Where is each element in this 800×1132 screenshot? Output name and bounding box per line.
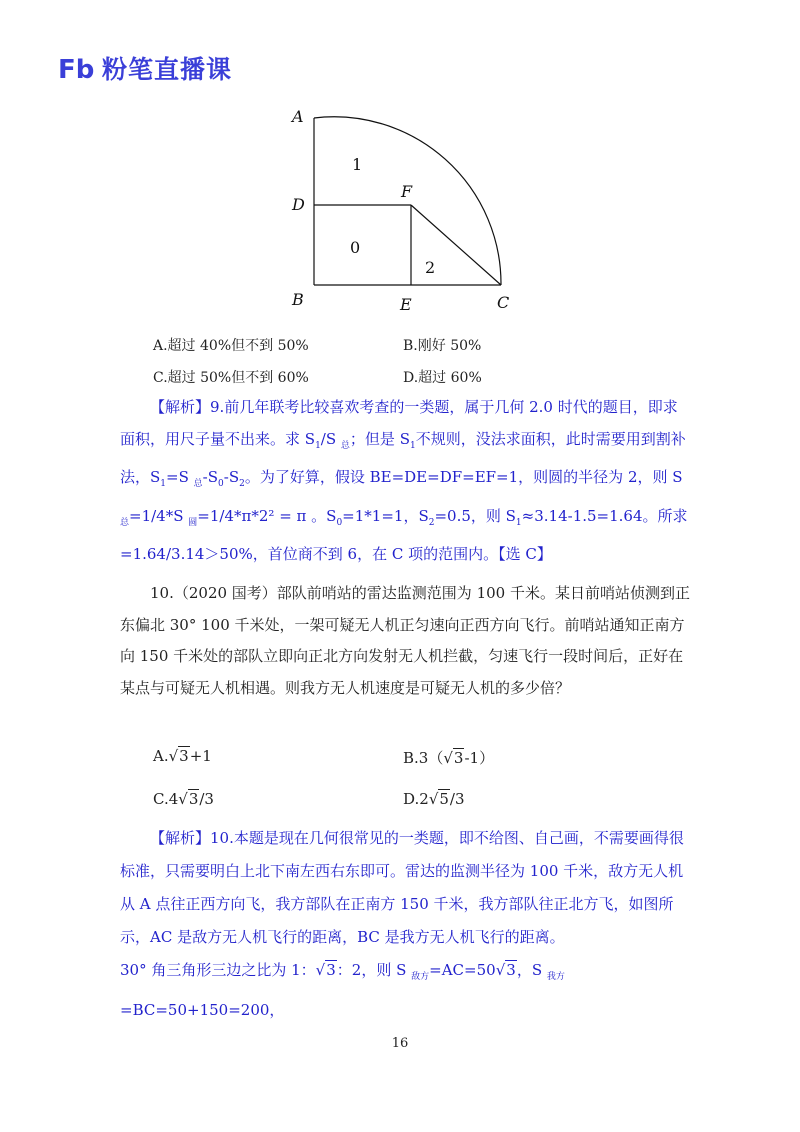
svg-text:Fb: Fb — [58, 55, 94, 83]
page-number: 16 — [391, 1036, 409, 1051]
label-B: B — [292, 290, 304, 309]
label-E: E — [400, 295, 412, 314]
brand-name: 粉笔直播课 — [102, 55, 233, 84]
analysis-tag: 【解析】 — [150, 398, 211, 416]
q10-stem: 10.（2020 国考）部队前哨站的雷达监测范围为 100 千米。某日前哨站侦测到正东偏北 30° 100 千米处，一架可疑无人机正匀速向正西方向飞行。前哨站通知正南方向 150 千米处的部队立即向正北方向发射无人机拦截，匀速飞行一段时间后，正好在某点与可疑无人机相遇。则我方无人机速度是可疑无人机的多少倍？ — [120, 584, 690, 697]
region-2-label: 2 — [425, 258, 436, 277]
q10-option-b: B.3（√3-1） — [403, 749, 495, 767]
q9-option-c: C.超过 50%但不到 60% — [153, 370, 309, 386]
q9-option-a: A.超过 40%但不到 50% — [153, 338, 309, 354]
q10-analysis: 【解析】10.本题是现在几何很常见的一类题，即不给图、自己画，不需要画得很标准，只需要明白上北下南左西右东即可。雷达的监测半径为 100 千米，敌方无人机从 A 点往正西方向飞，我方部队在正南方 150 千米，我方部队往正北方飞，如图所示，AC 是敌方无人机飞行的距离，BC 是我方无人机飞行的距离。 30° 角三角形三边之比为 1：√3：2，则 S $_{敌方}$=AC=50√3，S $_{我方}$=BC=50+150=200， — [120, 829, 684, 1019]
q9-analysis: 【解析】9.前几年联考比较喜欢考查的一类题，属于几何 2.0 时代的题目，即求面积，用尺子量不出来。求 $S_1/S$ $_总$；但是 $S_1$不规则，没法求面积，此时需要用到割补法，$S_1=S$ $_总-S_0-S_2$。为了好算，假设 BE=DE=DF=EF=1，则圆的半径为 2，则 S $_总$=1/4*S $_圆$=1/4*π*2² = π 。$S_0=1*1=1$，$S_2=0.5$，则 $S_1\approx 3.14-1.5=1.64$。所求=1.64/3.14＞50%，首位商不到 6，在 C 项的范围内。【选 C】 — [120, 398, 688, 563]
q10-option-c: C.4√3/3 — [153, 790, 214, 808]
analysis-tag: 【解析】 — [150, 829, 211, 847]
q9-option-b: B.刚好 50% — [403, 338, 482, 354]
q9-answer: 【选 C】 — [498, 545, 552, 563]
q9-option-d: D.超过 60% — [403, 370, 482, 386]
brand-logo — [58, 50, 232, 86]
q10-option-a: A.√3+1 — [153, 747, 212, 765]
region-0-label: 0 — [350, 238, 361, 257]
region-1-label: 1 — [352, 155, 363, 174]
label-D: D — [292, 195, 305, 214]
label-C: C — [497, 293, 510, 312]
geometry-figure — [280, 100, 530, 322]
label-F: F — [401, 182, 413, 201]
q10-option-d: D.2√5/3 — [403, 790, 465, 808]
fenbi-logo-icon — [58, 53, 94, 83]
label-A: A — [292, 107, 304, 126]
